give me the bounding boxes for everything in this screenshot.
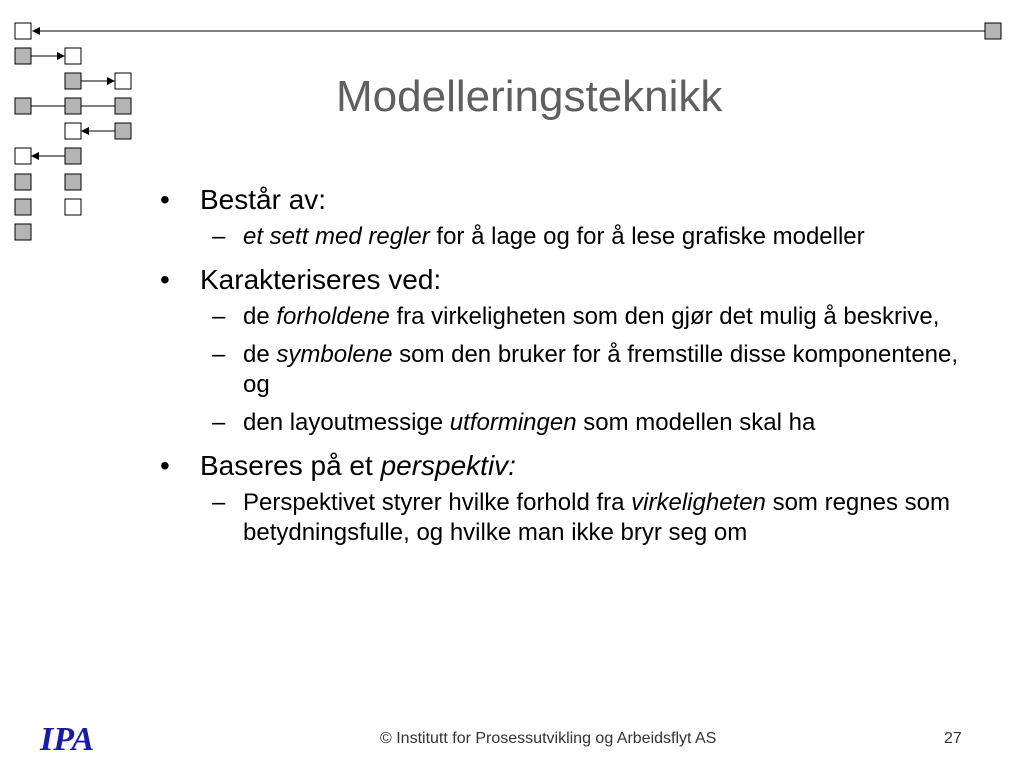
dash-icon: – [212, 489, 226, 516]
bullet-item [160, 450, 980, 482]
sub-bullet-text: for å lage og for å lese grafiske modeller [429, 223, 865, 250]
sub-bullet-text: som den bruker for å fremstille disse komponentene, og [243, 341, 959, 398]
emphasis-text: virkeligheten [631, 489, 766, 516]
bullet-text: Baseres på et [200, 450, 381, 481]
sub-bullet-text: som modellen skal ha [576, 409, 816, 436]
sub-bullet-item [160, 302, 963, 332]
footer-copyright: © Institutt for Prosessutvikling og Arbeidsflyt AS [380, 730, 717, 747]
sub-bullet-item [160, 340, 963, 400]
ipa-logo: IPA [40, 721, 95, 758]
diagram-box [985, 23, 1001, 39]
bullet-item [160, 264, 980, 296]
emphasis-text: utformingen [449, 409, 577, 436]
dash-icon: – [212, 341, 226, 368]
emphasis-text: et sett med regler [243, 223, 430, 250]
diagram-box [15, 23, 31, 39]
sub-bullet-text: de [243, 303, 277, 330]
bullet-icon: • [160, 264, 170, 295]
sub-bullet-item [160, 488, 963, 548]
bullet-icon: • [160, 450, 170, 481]
dash-icon: – [212, 409, 226, 436]
sub-bullet-text: fra virkeligheten som den gjør det mulig å beskrive, [389, 303, 940, 330]
bullet-icon: • [160, 184, 170, 215]
emphasis-text: forholdene [276, 303, 390, 330]
emphasis-text: symbolene [276, 341, 393, 368]
dash-icon: – [212, 223, 226, 250]
sub-bullet-text: Perspektivet styrer hvilke forhold fra [243, 489, 632, 516]
bullet-text: Karakteriseres ved: [200, 264, 442, 295]
sub-bullet-item [160, 222, 963, 252]
emphasis-text: perspektiv: [380, 450, 516, 481]
slide-title: Modelleringsteknikk [336, 72, 723, 121]
sub-bullet-text: de [243, 341, 277, 368]
page-number: 27 [944, 730, 962, 747]
dash-icon: – [212, 303, 226, 330]
bullet-item [160, 184, 980, 216]
sub-bullet-item [160, 408, 963, 438]
sub-bullet-text: som regnes som betydningsfulle, og hvilke man ikke bryr seg om [243, 489, 950, 546]
sub-bullet-text: den layoutmessige [243, 409, 450, 436]
bullet-text: Består av: [200, 184, 327, 215]
slide-content [160, 184, 980, 556]
